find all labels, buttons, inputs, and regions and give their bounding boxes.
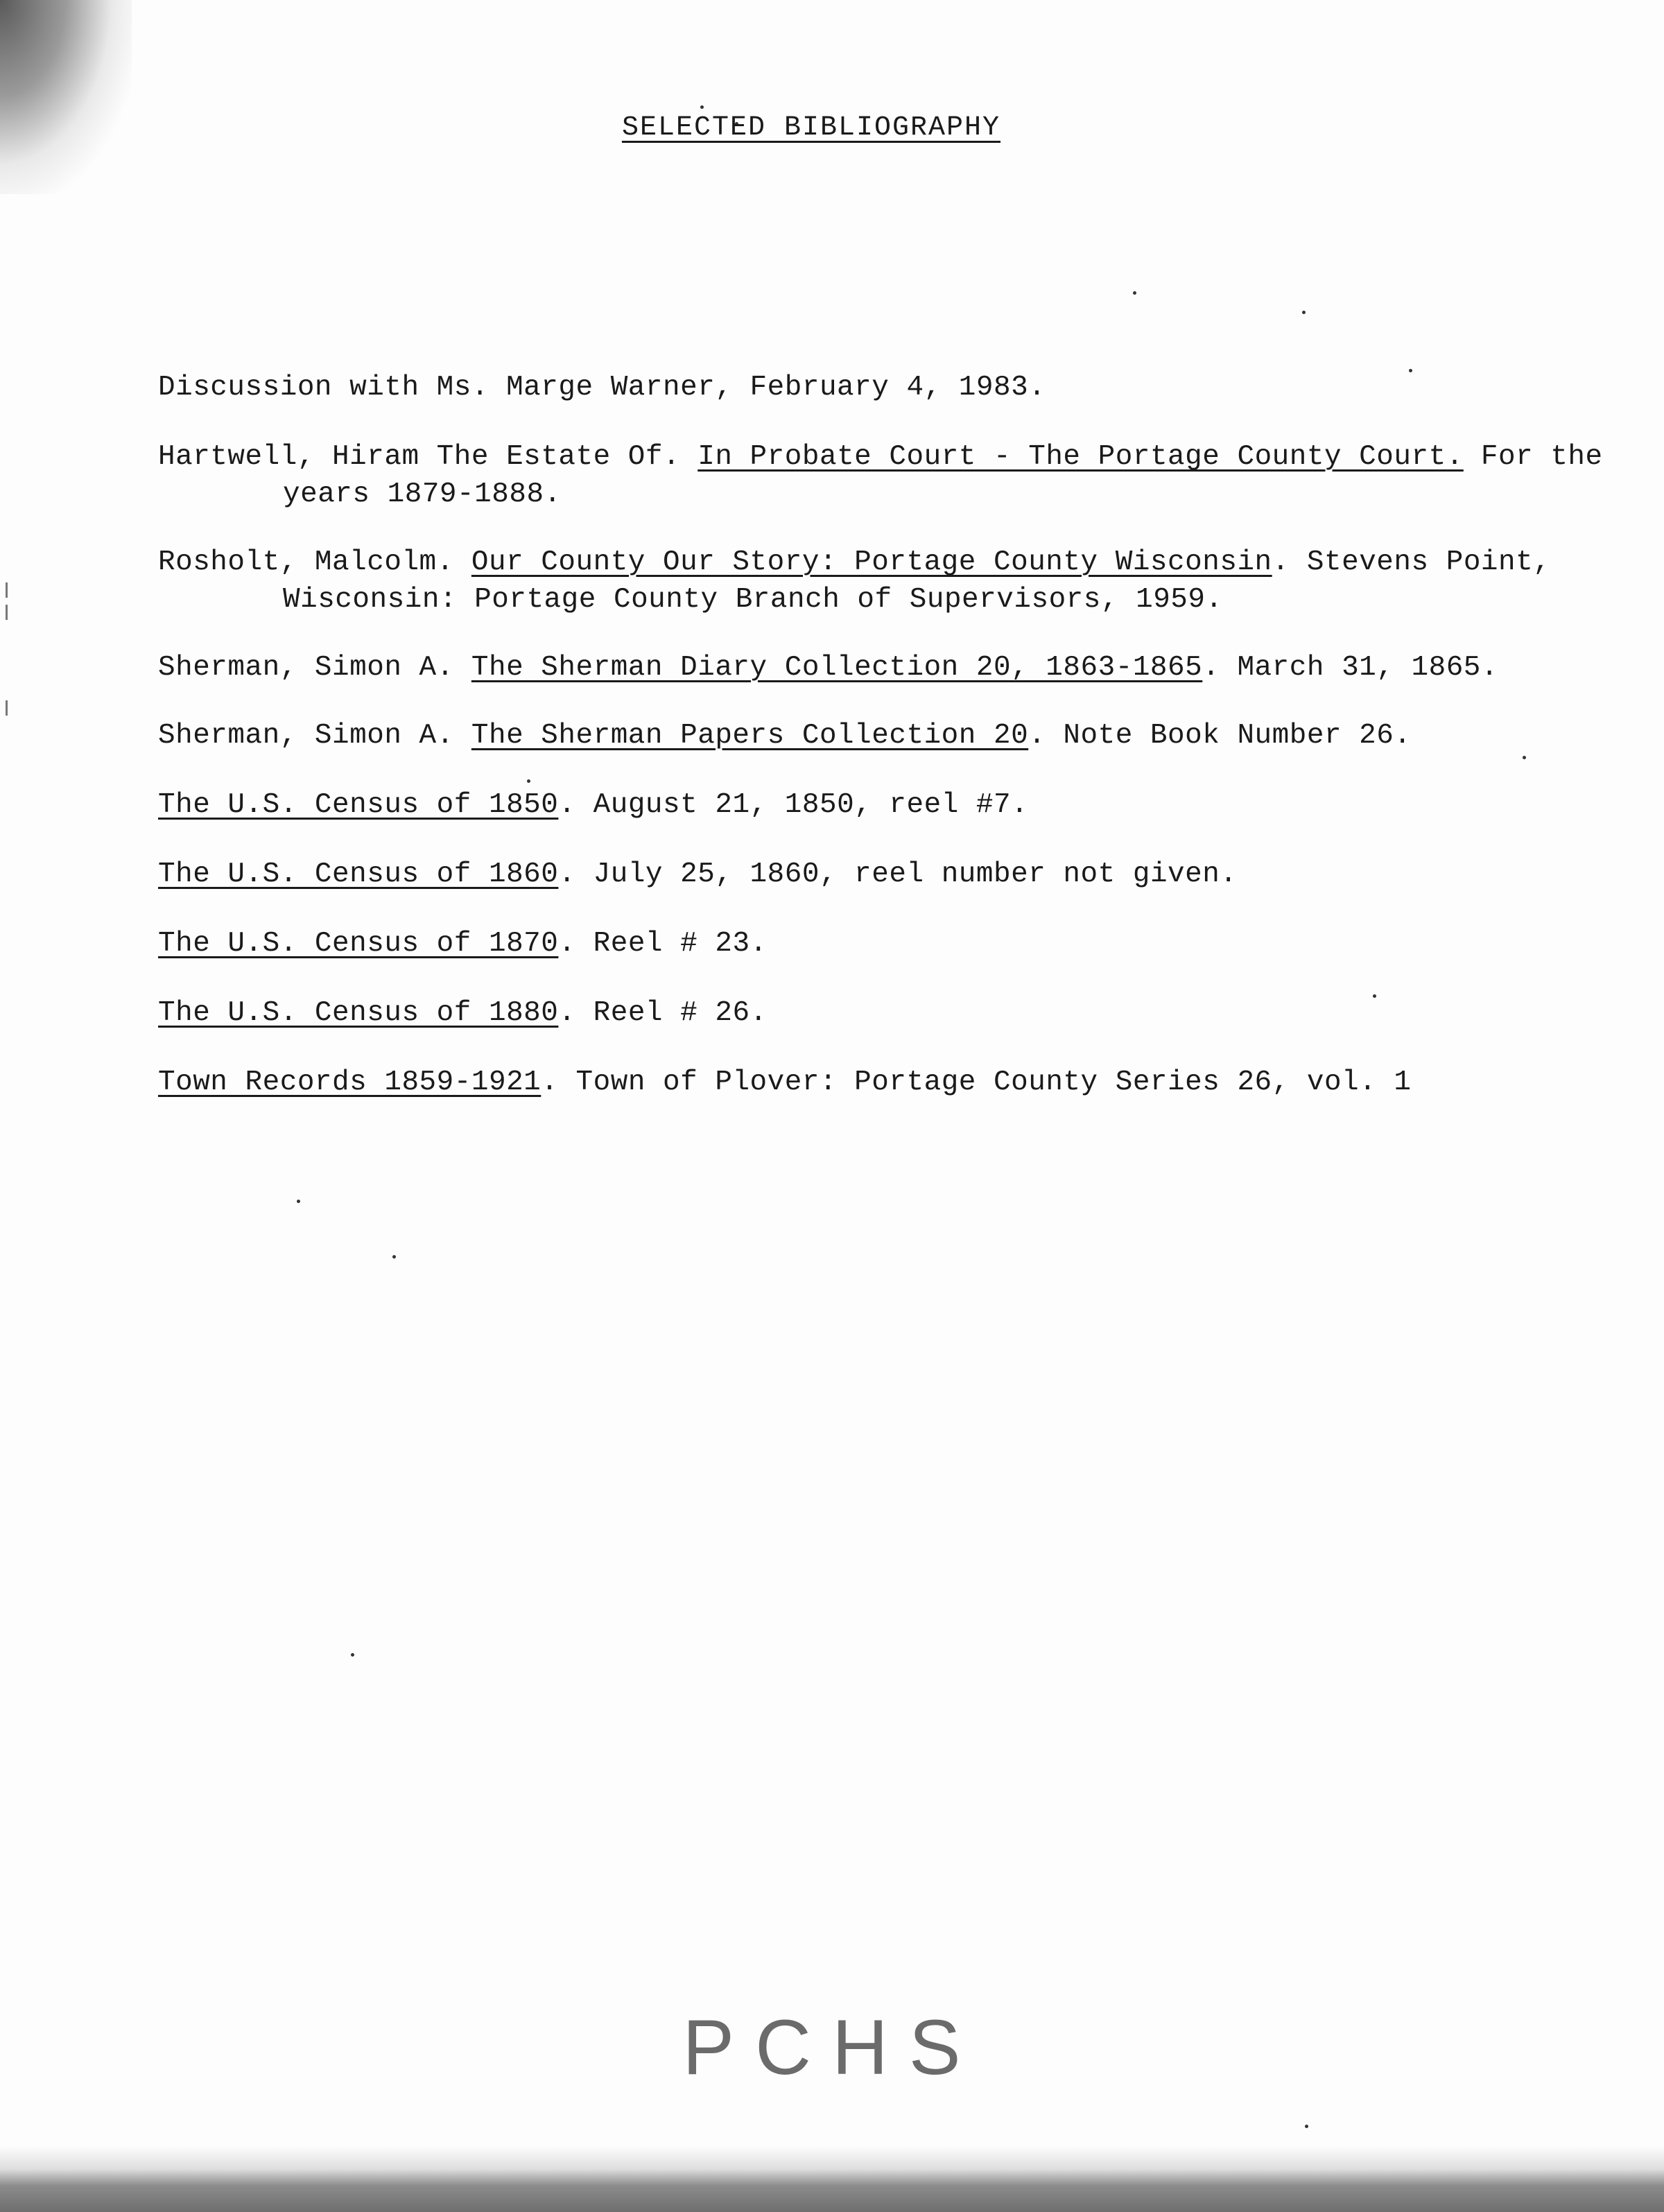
bibliography-entry: [158, 1064, 1649, 1101]
scan-margin-mark: [6, 582, 8, 598]
entry-author: Sherman, Simon A.: [158, 652, 471, 684]
entry-title: The U.S. Census of 1850: [158, 789, 559, 821]
entry-title: The U.S. Census of 1860: [158, 858, 559, 890]
entry-title: The Sherman Papers Collection 20: [471, 720, 1029, 752]
bibliography-entry: [158, 438, 1649, 513]
entry-details: . Town of Plover: Portage County Series 26, vol. 1: [541, 1066, 1412, 1098]
bibliography-entry: [158, 369, 1649, 406]
scan-margin-mark: [6, 700, 8, 716]
bibliography-entry: [158, 649, 1649, 686]
bibliography-entry: [158, 786, 1649, 824]
scan-speck: [1305, 2125, 1308, 2128]
bibliography-entry: [158, 856, 1649, 893]
entry-title: The U.S. Census of 1870: [158, 928, 559, 960]
scan-speck: [1302, 311, 1306, 314]
entry-details: . August 21, 1850, reel #7.: [558, 789, 1029, 821]
bibliography-entry: [158, 544, 1649, 619]
entry-title: The U.S. Census of 1880: [158, 997, 559, 1029]
entry-title: Our County Our Story: Portage County Wisconsin: [471, 546, 1272, 578]
scan-speck: [700, 105, 704, 109]
scan-speck: [392, 1255, 396, 1259]
entry-author: Discussion with Ms. Marge Warner, February 4, 1983.: [158, 372, 1046, 404]
scan-margin-mark: [6, 605, 8, 620]
scan-corner-shadow: [0, 0, 132, 194]
entry-details: . March 31, 1865.: [1202, 652, 1499, 684]
scan-speck: [297, 1200, 300, 1203]
bibliography-title: SELECTED BIBLIOGRAPHY: [621, 112, 1001, 144]
bibliography-entry: [158, 717, 1649, 754]
entry-details: . Stevens Point, Wisconsin: Portage County Branch of Supervisors, 1959.: [283, 546, 1551, 616]
scan-speck: [351, 1653, 354, 1657]
entry-details: . Reel # 26.: [558, 997, 768, 1029]
entry-details: . Note Book Number 26.: [1028, 720, 1412, 752]
entry-title: The Sherman Diary Collection 20, 1863-1865: [471, 652, 1203, 684]
entry-details: . Reel # 23.: [558, 928, 768, 960]
entry-author: Rosholt, Malcolm.: [158, 546, 471, 578]
entry-author: Sherman, Simon A.: [158, 720, 471, 752]
scan-speck: [1133, 291, 1136, 295]
entry-details: For the years 1879-1888.: [283, 441, 1603, 510]
bibliography-list: [158, 369, 1649, 1133]
entry-details: . July 25, 1860, reel number not given.: [558, 858, 1238, 890]
entry-author: Hartwell, Hiram The Estate Of.: [158, 441, 698, 473]
entry-title: In Probate Court - The Portage County Court.: [697, 441, 1464, 473]
scan-bottom-edge: [0, 2146, 1664, 2212]
bibliography-entry: [158, 925, 1649, 962]
entry-title: Town Records 1859-1921: [158, 1066, 541, 1098]
pchs-watermark: PCHS: [682, 2004, 982, 2091]
bibliography-entry: [158, 994, 1649, 1032]
